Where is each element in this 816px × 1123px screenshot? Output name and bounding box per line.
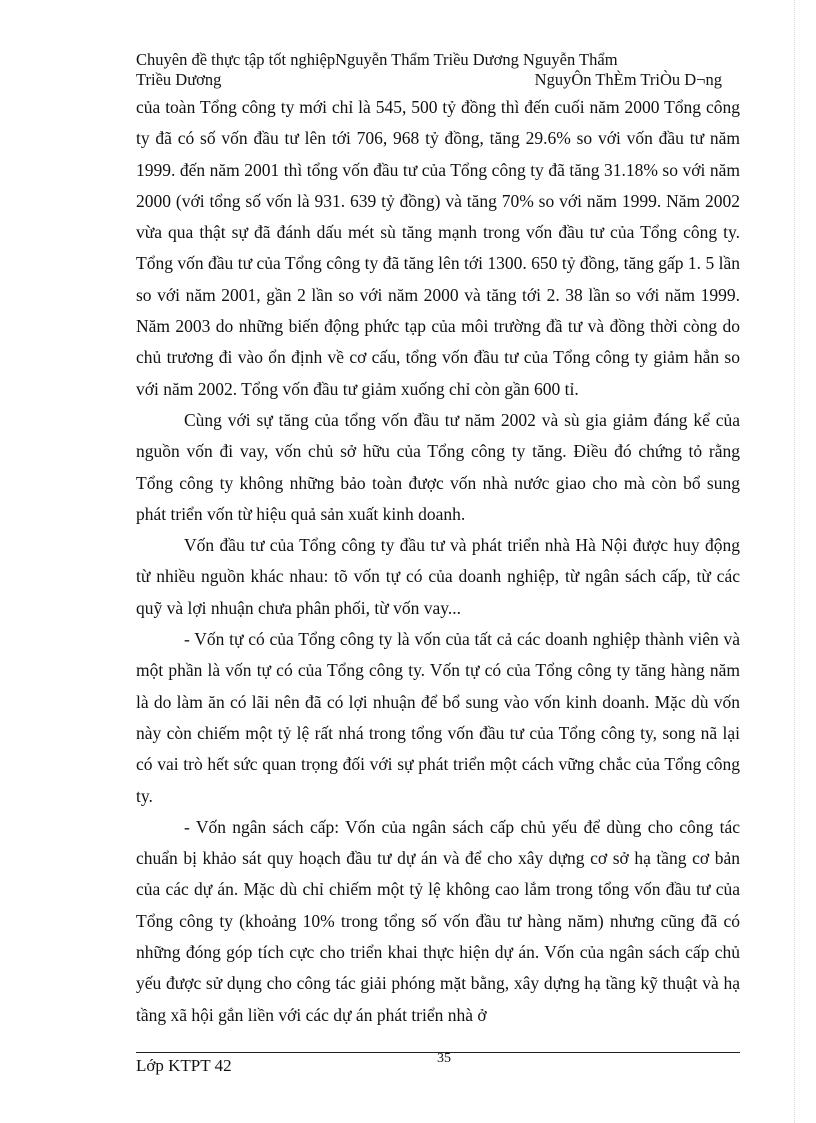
paragraph-continuation: của toàn Tổng công ty mới chỉ là 545, 500 tỷ đồng thì đến cuối năm 2000 Tổng công ty đã có số vốn đầu tư lên tới 706, 968 tỷ đồng, tăng 29.6% so với vốn đầu tư năm 1999. đến năm 2001 thì tổng vốn đầu tư của Tổng công ty đã tăng 31.18% so với năm 2000 (với tổng số vốn là 931. 639 tỷ đồng) và tăng 70% so với năm 1999. Năm 2002 vừa qua thật sự đã đánh dấu mét sù tăng mạnh trong vốn đầu tư của Tổng công ty. Tổng vốn đầu tư của Tổng công ty đã tăng lên tới 1300. 650 tỷ đồng, tăng gấp 1. 5 lần so với năm 2001, gần 2 lần so với năm 2000 và tăng tới 2. 38 lần so với năm 1999. Năm 2003 do những biến động phức tạp của môi trường đầ tư và đồng thời còng do chủ trương đi vào ổn định về cơ cấu, tổng vốn đầu tư của Tổng công ty giảm hẳn so với năm 2002. Tổng vốn đầu tư giảm xuống chỉ còn gần 600 tỉ. — [136, 97, 740, 399]
page-header — [136, 50, 736, 90]
header-author-right: NguyÔn ThÈm TriÒu D¬ng — [534, 70, 722, 89]
footer-class-label: Lớp KTPT 42 — [136, 1056, 232, 1075]
document-body — [136, 92, 740, 1031]
paragraph-state-budget: - Vốn ngân sách cấp: Vốn của ngân sách cấp chủ yếu để dùng cho công tác chuẩn bị khảo sát quy hoạch đầu tư dự án và để cho xây dựng cơ sở hạ tầng cơ bản của các dự án. Mặc dù chỉ chiếm một tỷ lệ không cao lắm trong tổng vốn đầu tư của Tổng công ty (khoảng 10% trong tổng số vốn đầu tư hàng năm) nhưng cũng đã có những đóng góp tích cực cho triển khai thực hiện dự án. Vốn của ngân sách cấp chủ yếu được sử dụng cho công tác giải phóng mặt bằng, xây dựng hạ tầng kỹ thuật và hạ tầng xã hội gắn liền với các dự án phát triển nhà ở — [136, 816, 740, 1025]
paragraph-capital-sources: Vốn đầu tư của Tổng công ty đầu tư và phát triển nhà Hà Nội được huy động từ nhiều nguồn khác nhau: tõ vốn tự có của doanh nghiệp, từ ngân sách cấp, từ các quỹ và lợi nhuận chưa phân phối, từ vốn vay... — [136, 535, 740, 618]
paragraph-own-capital: - Vốn tự có của Tổng công ty là vốn của tất cả các doanh nghiệp thành viên và một phần là vốn tự có của Tổng công ty. Vốn tự có của Tổng công ty tăng hàng năm là do làm ăn có lãi nên đã có lợi nhuận để bổ sung vào vốn kinh doanh. Mặc dù vốn này còn chiếm một tỷ lệ rất nhá trong tổng vốn đầu tư của Tổng công ty, song nã lại có vai trò hết sức quan trọng đối với sự phát triển một cách vững chắc của Tổng công ty. — [136, 629, 740, 806]
header-line-1: Chuyên đề thực tập tốt nghiệpNguyễn Thẩm Triều Dương Nguyễn Thẩm — [136, 50, 618, 69]
page-number: 35 — [437, 1051, 451, 1066]
header-line-2 — [136, 70, 736, 90]
page-edge-right — [794, 0, 795, 1123]
paragraph-equity-growth: Cùng với sự tăng của tổng vốn đầu tư năm 2002 và sù gia giảm đáng kể của nguồn vốn đi vay, vốn chủ sở hữu của Tổng công ty tăng. Điều đó chứng tỏ rằng Tổng công ty không những bảo toàn được vốn nhà nước giao cho mà còn bổ sung phát triển vốn từ hiệu quả sản xuất kinh doanh. — [136, 409, 740, 524]
header-author-left: Triều Dương — [136, 70, 222, 89]
